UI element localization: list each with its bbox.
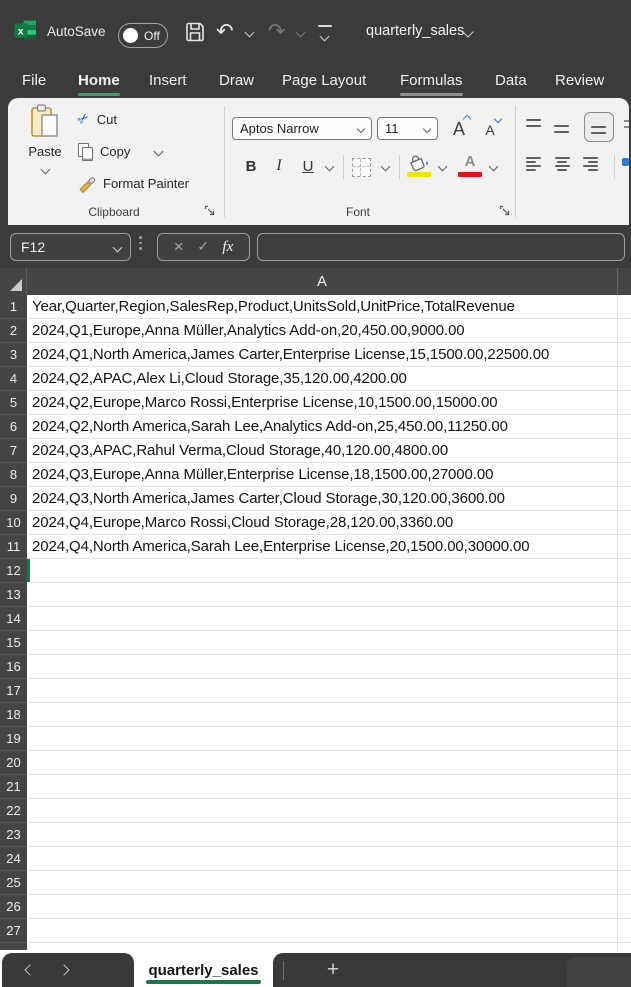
cell-b[interactable] xyxy=(618,487,631,511)
cell-a[interactable]: 2024,Q3,North America,James Carter,Cloud Storage,30,120.00,3600.00 xyxy=(27,487,618,511)
cell-b[interactable] xyxy=(618,871,631,895)
copy-button[interactable] xyxy=(78,140,162,162)
row-header[interactable]: 27 xyxy=(0,919,27,943)
table-row xyxy=(0,583,631,607)
table-row xyxy=(0,463,631,487)
paste-clipboard-icon xyxy=(29,104,61,140)
borders-dropdown-icon[interactable] xyxy=(381,162,391,172)
cell-b[interactable] xyxy=(618,799,631,823)
formula-buttons xyxy=(157,233,250,261)
drag-dots-icon xyxy=(139,236,142,250)
table-row xyxy=(0,295,631,319)
row-header[interactable]: 8 xyxy=(0,463,27,487)
mini-separator xyxy=(343,155,344,179)
sheet-nav xyxy=(2,953,134,987)
middle-align-icon[interactable] xyxy=(554,118,570,145)
next-sheet-icon[interactable] xyxy=(58,964,69,975)
add-sheet-button[interactable]: + xyxy=(326,958,340,981)
row-header[interactable]: 1 xyxy=(0,295,27,319)
table-row xyxy=(0,487,631,511)
ribbon-tab-bar xyxy=(0,62,631,98)
cell-b[interactable] xyxy=(618,703,631,727)
cell-b[interactable] xyxy=(618,463,631,487)
font-size-dropdown-icon xyxy=(423,124,431,132)
column-header-row xyxy=(0,268,631,295)
sheet-tab-quarterly-sales[interactable] xyxy=(134,953,273,987)
sheet-tab-label: quarterly_sales xyxy=(148,961,259,979)
table-row xyxy=(0,751,631,775)
undo-dropdown-icon[interactable] xyxy=(245,28,255,38)
cell-a[interactable] xyxy=(27,631,618,655)
clipboard-group-label: Clipboard xyxy=(88,205,140,219)
row-header[interactable]: 25 xyxy=(0,871,27,895)
cell-b[interactable] xyxy=(618,511,631,535)
group-separator xyxy=(224,106,225,217)
ribbon-panel xyxy=(8,98,629,225)
title-bar xyxy=(0,0,631,62)
row-header[interactable]: 10 xyxy=(0,511,27,535)
row-header[interactable]: 5 xyxy=(0,391,27,415)
font-size-select[interactable] xyxy=(377,117,438,140)
cancel-icon[interactable]: × xyxy=(173,237,184,256)
row-header[interactable]: 20 xyxy=(0,751,27,775)
tab-home[interactable]: Home xyxy=(78,62,120,98)
cell-b[interactable] xyxy=(618,847,631,871)
row-header[interactable]: 7 xyxy=(0,439,27,463)
cell-b[interactable] xyxy=(618,919,631,943)
row-header[interactable]: 18 xyxy=(0,703,27,727)
cell-a[interactable]: 2024,Q1,North America,James Carter,Enterprise License,15,1500.00,22500.00 xyxy=(27,343,618,367)
cut-label: Cut xyxy=(96,111,117,127)
table-row xyxy=(0,727,631,751)
table-row xyxy=(0,871,631,895)
tab-formulas[interactable]: Formulas xyxy=(400,62,463,98)
bottom-align-button-selected[interactable] xyxy=(584,112,614,142)
table-row xyxy=(0,319,631,343)
row-header[interactable]: 26 xyxy=(0,895,27,919)
row-header[interactable]: 4 xyxy=(0,367,27,391)
cell-a[interactable] xyxy=(27,799,618,823)
cell-a[interactable] xyxy=(27,919,618,943)
font-color-bar xyxy=(458,172,482,177)
cell-a[interactable] xyxy=(27,559,618,583)
tab-data[interactable]: Data xyxy=(495,71,527,89)
cut-button[interactable] xyxy=(74,108,117,130)
cell-a[interactable]: 2024,Q2,APAC,Alex Li,Cloud Storage,35,120.00,4200.00 xyxy=(27,367,618,391)
table-row xyxy=(0,559,631,583)
row-header[interactable]: 17 xyxy=(0,679,27,703)
cell-a[interactable]: 2024,Q4,North America,Sarah Lee,Enterprise License,20,1500.00,30000.00 xyxy=(27,535,618,559)
active-tab-underline xyxy=(146,980,261,984)
cell-a[interactable] xyxy=(27,655,618,679)
formula-bar xyxy=(0,225,631,268)
align-left-icon[interactable] xyxy=(526,153,542,173)
font-color-button[interactable]: A xyxy=(464,153,476,170)
toggle-state-label: Off xyxy=(144,28,160,43)
cell-b[interactable] xyxy=(618,559,631,583)
increase-font-size-button[interactable]: A xyxy=(446,113,472,140)
format-painter-button[interactable] xyxy=(78,172,189,194)
cell-b[interactable] xyxy=(618,631,631,655)
cell-a[interactable]: 2024,Q2,Europe,Marco Rossi,Enterprise License,10,1500.00,15000.00 xyxy=(27,391,618,415)
table-row xyxy=(0,799,631,823)
cell-b[interactable] xyxy=(618,535,631,559)
paste-dropdown-icon[interactable] xyxy=(40,165,50,175)
clipped-icon xyxy=(622,158,629,166)
cell-a[interactable]: Year,Quarter,Region,SalesRep,Product,UnitsSold,UnitPrice,TotalRevenue xyxy=(27,295,618,319)
cell-b[interactable] xyxy=(618,775,631,799)
font-name-dropdown-icon xyxy=(357,124,365,132)
undo-button[interactable]: ↶ xyxy=(216,19,234,43)
sheet-bar-background xyxy=(273,953,631,987)
excel-logo-icon xyxy=(14,20,37,41)
row-header[interactable]: 19 xyxy=(0,727,27,751)
table-row xyxy=(0,511,631,535)
table-row xyxy=(0,655,631,679)
cell-a[interactable] xyxy=(27,607,618,631)
decrease-font-size-button[interactable]: A xyxy=(477,113,503,140)
tab-divider xyxy=(283,961,284,980)
bold-button[interactable]: B xyxy=(245,157,257,175)
name-box-dropdown-icon[interactable] xyxy=(113,242,123,252)
cell-a[interactable] xyxy=(27,847,618,871)
cell-a[interactable] xyxy=(27,727,618,751)
autosave-label: AutoSave xyxy=(47,23,106,39)
top-align-icon[interactable] xyxy=(526,118,542,139)
table-row xyxy=(0,535,631,559)
cell-b[interactable] xyxy=(618,751,631,775)
bottom-align-icon xyxy=(591,126,607,137)
cell-a[interactable]: 2024,Q3,APAC,Rahul Verma,Cloud Storage,40,120.00,4800.00 xyxy=(27,439,618,463)
cell-b[interactable] xyxy=(618,823,631,847)
font-name-value: Aptos Narrow xyxy=(240,121,319,136)
align-center-icon[interactable] xyxy=(554,153,570,173)
cell-a[interactable] xyxy=(27,751,618,775)
italic-button[interactable]: I xyxy=(276,157,282,174)
copy-dropdown-icon[interactable] xyxy=(154,146,164,156)
cell-b[interactable] xyxy=(618,367,631,391)
paste-button[interactable] xyxy=(20,104,70,206)
fill-color-bucket-icon[interactable] xyxy=(406,154,431,172)
cell-a[interactable] xyxy=(27,703,618,727)
cell-b[interactable] xyxy=(618,607,631,631)
font-size-value: 11 xyxy=(385,121,399,136)
autosave-toggle[interactable] xyxy=(118,23,168,48)
fill-color-bar xyxy=(407,172,431,177)
cut-scissors-icon: ✂ xyxy=(74,109,94,129)
font-dialog-launcher-icon[interactable] xyxy=(499,205,511,217)
cell-b[interactable] xyxy=(618,319,631,343)
sheet-tab-bar xyxy=(0,950,631,987)
table-row xyxy=(0,823,631,847)
table-row xyxy=(0,679,631,703)
worksheet-grid xyxy=(0,268,631,950)
decrease-caret-icon xyxy=(494,115,502,123)
cell-b[interactable] xyxy=(618,391,631,415)
row-header[interactable]: 12 xyxy=(0,559,27,583)
row-header[interactable]: 24 xyxy=(0,847,27,871)
format-painter-brush-icon xyxy=(78,174,96,192)
cell-a[interactable] xyxy=(27,871,618,895)
copy-icon xyxy=(78,143,93,160)
row-header[interactable]: 22 xyxy=(0,799,27,823)
table-row xyxy=(0,703,631,727)
insert-function-icon[interactable]: fx xyxy=(222,238,234,255)
format-painter-label: Format Painter xyxy=(103,175,189,191)
redo-button-disabled: ↷ xyxy=(268,19,286,43)
mini-separator xyxy=(399,155,400,179)
ribbon xyxy=(0,98,631,225)
save-icon[interactable] xyxy=(184,21,206,43)
table-row xyxy=(0,775,631,799)
cell-b[interactable] xyxy=(618,679,631,703)
copy-label: Copy xyxy=(100,143,131,159)
fill-color-dropdown-icon[interactable] xyxy=(438,162,448,172)
table-row xyxy=(0,919,631,943)
clipped-icon xyxy=(624,126,629,128)
cell-b[interactable] xyxy=(618,295,631,319)
mini-separator xyxy=(614,155,615,179)
select-all-corner[interactable] xyxy=(0,268,27,295)
table-row xyxy=(0,343,631,367)
paste-label: Paste xyxy=(28,144,62,159)
cell-a[interactable]: 2024,Q3,Europe,Anna Müller,Enterprise License,18,1500.00,27000.00 xyxy=(27,463,618,487)
clipboard-dialog-launcher-icon[interactable] xyxy=(204,205,216,217)
cell-b[interactable] xyxy=(618,343,631,367)
cell-a[interactable] xyxy=(27,775,618,799)
row-header[interactable]: 6 xyxy=(0,415,27,439)
workbook-title[interactable]: quarterly_sales xyxy=(366,23,465,39)
cell-b[interactable] xyxy=(618,583,631,607)
enter-check-icon[interactable]: ✓ xyxy=(197,239,209,255)
table-row xyxy=(0,631,631,655)
tab-page-layout[interactable]: Page Layout xyxy=(282,71,367,89)
tab-insert[interactable]: Insert xyxy=(149,71,187,89)
table-row xyxy=(0,391,631,415)
name-box[interactable] xyxy=(10,233,131,261)
row-header[interactable]: 2 xyxy=(0,319,27,343)
cell-a[interactable] xyxy=(27,823,618,847)
borders-icon[interactable] xyxy=(352,158,371,177)
font-name-select[interactable] xyxy=(232,117,372,140)
formula-input[interactable] xyxy=(257,233,625,261)
redo-dropdown-icon xyxy=(296,28,306,38)
svg-text:x: x xyxy=(17,25,24,38)
name-box-value: F12 xyxy=(21,239,46,255)
row-header[interactable]: 14 xyxy=(0,607,27,631)
row-header[interactable]: 9 xyxy=(0,487,27,511)
row-header[interactable]: 15 xyxy=(0,631,27,655)
font-color-dropdown-icon[interactable] xyxy=(489,162,499,172)
table-row xyxy=(0,847,631,871)
row-header[interactable]: 21 xyxy=(0,775,27,799)
clipped-icon xyxy=(624,120,629,122)
prev-sheet-icon[interactable] xyxy=(24,964,35,975)
row-header[interactable]: 11 xyxy=(0,535,27,559)
row-header[interactable]: 16 xyxy=(0,655,27,679)
cell-a[interactable] xyxy=(27,895,618,919)
cell-a[interactable] xyxy=(27,583,618,607)
row-header[interactable]: 3 xyxy=(0,343,27,367)
table-row xyxy=(0,415,631,439)
increase-caret-icon xyxy=(463,115,471,123)
cell-a[interactable]: 2024,Q2,North America,Sarah Lee,Analytics Add-on,25,450.00,11250.00 xyxy=(27,415,618,439)
group-separator xyxy=(515,106,516,217)
row-header[interactable]: 23 xyxy=(0,823,27,847)
grid-rows xyxy=(0,295,631,950)
scrollbar-area[interactable] xyxy=(567,957,631,987)
cell-b[interactable] xyxy=(618,727,631,751)
cell-a[interactable]: 2024,Q4,Europe,Marco Rossi,Cloud Storage,28,120.00,3360.00 xyxy=(27,511,618,535)
cell-a[interactable]: 2024,Q1,Europe,Anna Müller,Analytics Add-on,20,450.00,9000.00 xyxy=(27,319,618,343)
customize-toolbar-icon[interactable] xyxy=(318,25,332,45)
tab-file[interactable]: File xyxy=(22,71,47,89)
tab-draw[interactable]: Draw xyxy=(219,71,255,89)
table-row xyxy=(0,439,631,463)
table-row xyxy=(0,895,631,919)
cell-b[interactable] xyxy=(618,439,631,463)
table-row xyxy=(0,607,631,631)
table-row xyxy=(0,367,631,391)
underline-button[interactable]: U xyxy=(302,157,314,175)
column-header-b-sliver[interactable] xyxy=(618,268,631,295)
cell-b[interactable] xyxy=(618,415,631,439)
tab-review[interactable]: Review xyxy=(555,71,605,89)
font-group-label: Font xyxy=(345,205,370,219)
underline-dropdown-icon[interactable] xyxy=(325,162,335,172)
toggle-knob xyxy=(123,28,138,43)
cell-b[interactable] xyxy=(618,655,631,679)
select-all-triangle-icon xyxy=(10,279,22,291)
row-header[interactable]: 13 xyxy=(0,583,27,607)
align-right-icon[interactable] xyxy=(582,153,598,173)
cell-a[interactable] xyxy=(27,679,618,703)
cell-b[interactable] xyxy=(618,895,631,919)
column-header-a[interactable]: A xyxy=(27,268,618,295)
